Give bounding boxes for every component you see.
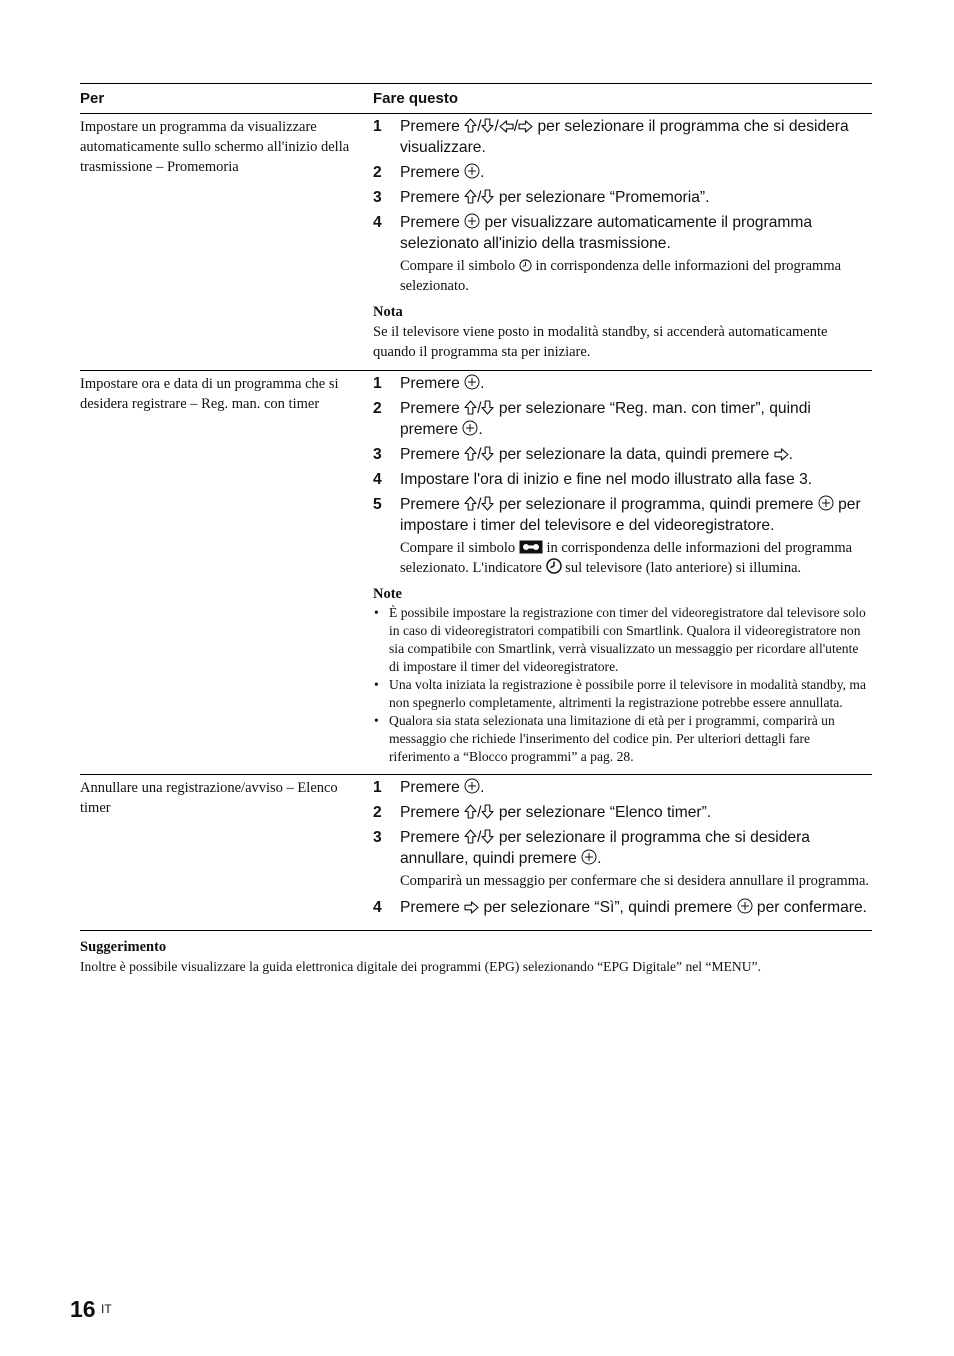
ok-button-icon bbox=[581, 849, 597, 865]
note-text: Se il televisore viene posto in modalità standby, si accenderà automaticamente quando il programma sta per iniziare. bbox=[373, 324, 828, 360]
up-arrow-icon bbox=[464, 804, 477, 819]
suggestion-title: Suggerimento bbox=[80, 939, 167, 955]
table-header bbox=[80, 83, 872, 114]
step-number: 2 bbox=[373, 400, 382, 417]
ok-button-icon bbox=[464, 163, 480, 179]
ok-button-icon bbox=[464, 374, 480, 390]
row3-description: Annullare una registrazione/avviso – Elenco timer bbox=[80, 780, 338, 816]
row2-steps bbox=[373, 371, 872, 774]
step-3: 3 Premere / per selezionare il programma che si desidera annullare, quindi premere . bbox=[373, 829, 810, 867]
step-5-detail: Compare il simbolo in corrispondenza delle informazioni del programma selezionato. L'indicatore sul televisore (lato anteriore) si illumina. bbox=[400, 540, 853, 576]
table-row-promemoria bbox=[80, 114, 872, 371]
down-arrow-icon bbox=[481, 804, 494, 819]
list-item: • È possibile impostare la registrazione con timer del videoregistratore dal televisore solo in caso di videoregistratori compatibili con Smartlink. Qualora il videoregistratore non sia compatibile con Smartlink, verrà visualizzato un messaggio per ricordare all'utente di impostare il timer del videoregistratore. bbox=[374, 605, 866, 674]
videotape-icon bbox=[519, 540, 543, 554]
down-arrow-icon bbox=[481, 829, 494, 844]
step-5: 5 Premere / per selezionare il programma, quindi premere per impostare i timer del televisore e del videoregistratore. bbox=[373, 496, 861, 534]
step-4: 4 Premere per selezionare “Sì”, quindi premere per confermare. bbox=[373, 899, 867, 916]
clock-icon bbox=[519, 259, 532, 272]
header-per: Per bbox=[80, 90, 105, 107]
step-number: 2 bbox=[373, 164, 382, 181]
down-arrow-icon bbox=[481, 118, 494, 133]
ok-button-icon bbox=[737, 898, 753, 914]
down-arrow-icon bbox=[481, 189, 494, 204]
step-number: 4 bbox=[373, 899, 382, 916]
list-item: • Qualora sia stata selezionata una limitazione di età per i programmi, comparirà un messaggio che richiede l'inserimento del codice pin. Per ulteriori dettagli fare riferimento a “Blocco programmi” a pag. 28. bbox=[374, 713, 835, 764]
page-number: 16 bbox=[70, 1296, 96, 1322]
note-title: Note bbox=[373, 586, 402, 602]
down-arrow-icon bbox=[481, 496, 494, 511]
step-3: 3 Premere / per selezionare la data, quindi premere . bbox=[373, 446, 793, 463]
step-number: 3 bbox=[373, 189, 382, 206]
table-row-reg-man-timer bbox=[80, 371, 872, 775]
down-arrow-icon bbox=[481, 446, 494, 461]
step-number: 1 bbox=[373, 118, 382, 135]
document-page bbox=[80, 83, 872, 976]
step-number: 1 bbox=[373, 375, 382, 392]
page-language: IT bbox=[101, 1302, 112, 1316]
step-4-detail: Compare il simbolo in corrispondenza delle informazioni del programma selezionato. bbox=[400, 258, 842, 294]
note-list bbox=[373, 604, 872, 766]
header-fare-questo: Fare questo bbox=[373, 90, 459, 107]
step-number: 3 bbox=[373, 446, 382, 463]
up-arrow-icon bbox=[464, 189, 477, 204]
ok-button-icon bbox=[464, 213, 480, 229]
step-3-detail: Comparirà un messaggio per confermare che si desidera annullare il programma. bbox=[400, 873, 870, 889]
ok-button-icon bbox=[462, 420, 478, 436]
row2-description: Impostare ora e data di un programma che si desidera registrare – Reg. man. con timer bbox=[80, 376, 339, 412]
step-number: 2 bbox=[373, 804, 382, 821]
ok-button-icon bbox=[464, 778, 480, 794]
row1-description: Impostare un programma da visualizzare automaticamente sullo schermo all'inizio della trasmissione – Promemoria bbox=[80, 119, 350, 175]
step-4: 4 Premere per visualizzare automaticamente il programma selezionato all'inizio della trasmissione. bbox=[373, 214, 813, 252]
step-number: 1 bbox=[373, 779, 382, 796]
step-1: 1 Premere . bbox=[373, 779, 485, 796]
note-title: Nota bbox=[373, 304, 403, 320]
step-2: 2 Premere / per selezionare “Elenco timer”. bbox=[373, 804, 712, 821]
up-arrow-icon bbox=[464, 829, 477, 844]
step-2: 2 Premere . bbox=[373, 164, 485, 181]
step-1: 1 Premere . bbox=[373, 375, 485, 392]
suggestion-box bbox=[80, 937, 872, 976]
row1-steps bbox=[373, 114, 872, 370]
up-arrow-icon bbox=[464, 400, 477, 415]
right-arrow-icon bbox=[774, 448, 789, 461]
step-3: 3 Premere / per selezionare “Promemoria”. bbox=[373, 189, 710, 206]
up-arrow-icon bbox=[464, 496, 477, 511]
step-number: 4 bbox=[373, 214, 382, 231]
step-4: 4 Impostare l'ora di inizio e fine nel modo illustrato alla fase 3. bbox=[373, 471, 813, 488]
up-arrow-icon bbox=[464, 446, 477, 461]
step-number: 3 bbox=[373, 829, 382, 846]
ok-button-icon bbox=[818, 495, 834, 511]
timer-indicator-icon bbox=[546, 558, 562, 574]
step-number: 5 bbox=[373, 496, 382, 513]
up-arrow-icon bbox=[464, 118, 477, 133]
row3-steps bbox=[373, 775, 872, 930]
step-number: 4 bbox=[373, 471, 382, 488]
right-arrow-icon bbox=[464, 901, 479, 914]
step-2: 2 Premere / per selezionare “Reg. man. con timer”, quindi premere . bbox=[373, 400, 811, 438]
right-arrow-icon bbox=[518, 120, 533, 133]
left-arrow-icon bbox=[499, 120, 514, 133]
list-item: • Una volta iniziata la registrazione è possibile porre il televisore in modalità standby, ma non spegnerlo completamente, altrimenti la registrazione potrebbe essere annullata. bbox=[374, 677, 867, 710]
down-arrow-icon bbox=[481, 400, 494, 415]
suggestion-text: Inoltre è possibile visualizzare la guida elettronica digitale dei programmi (EPG) selezionando “EPG Digitale” nel “MENU”. bbox=[80, 959, 761, 974]
table-row-elenco-timer bbox=[80, 775, 872, 931]
step-1: 1 Premere / / / per selezionare il programma che si desidera visualizzare. bbox=[373, 118, 849, 156]
